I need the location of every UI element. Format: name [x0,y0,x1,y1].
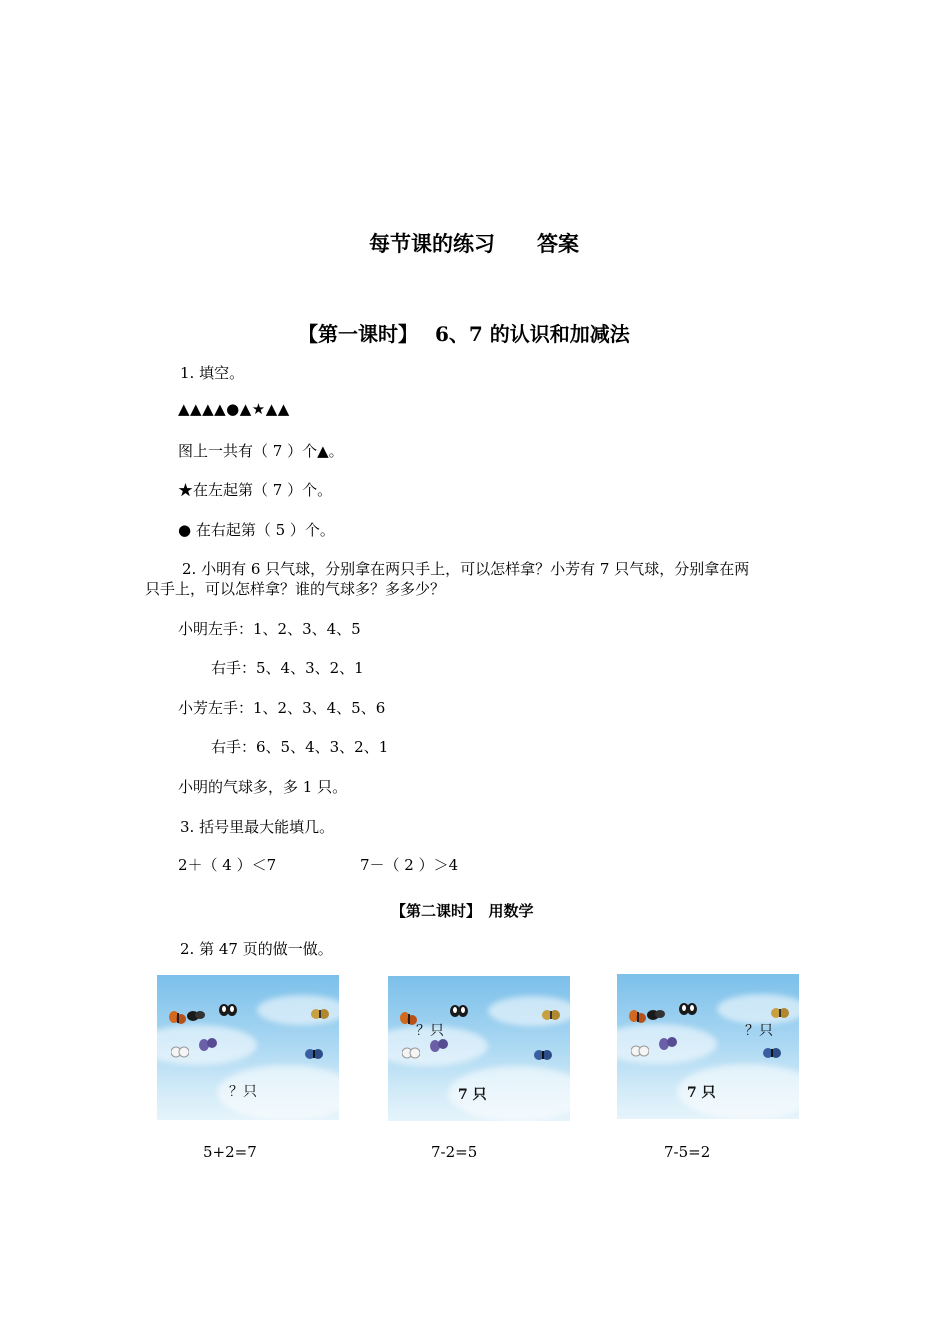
equation-1: 5+2=7 [203,1143,257,1161]
lesson2-heading: 【第二课时】 用数学 [391,902,534,920]
butterfly-icon [402,1046,420,1060]
butterfly-icon [450,1004,468,1018]
butterfly-picture-3 [617,974,799,1119]
q2-label-line1: 2. 小明有 6 只气球，分别拿在两只手上，可以怎样拿？小芳有 7 只气球，分别拿在两 [182,560,750,578]
q1-shapes: ▲▲▲▲●▲★▲▲ [178,400,290,418]
fang-right: 右手：6、5、4、3、2、1 [211,738,389,756]
butterfly-picture-2 [388,976,570,1121]
butterfly-icon [763,1046,781,1060]
q1-line2: ★在左起第（ 7 ）个。 [178,481,333,499]
butterfly-picture-1 [157,975,339,1120]
butterfly-icon [171,1045,189,1059]
butterfly-icon [679,1002,697,1016]
q3-expr1: 2＋（ 4 ）＜7 [178,856,277,874]
butterfly-icon [659,1036,677,1050]
lesson2-q2-label: 2. 第 47 页的做一做。 [180,940,333,958]
equation-2: 7-2=5 [431,1143,478,1161]
q2-conclusion: 小明的气球多，多 1 只。 [178,778,348,796]
butterfly-icon [187,1009,205,1023]
q2-label-line2: 只手上，可以怎样拿？谁的气球多？多多少？ [145,580,446,598]
butterfly-icon [647,1008,665,1022]
butterfly-icon [169,1011,187,1025]
page-title: 每节课的练习 答案 [369,231,579,256]
picture-label-unknown: ？只 [745,1023,773,1039]
butterfly-icon [199,1037,217,1051]
q3-expr2: 7－（ 2 ）＞4 [360,856,459,874]
q3-label: 3. 括号里最大能填几。 [180,818,335,836]
picture-label-total: 7 只 [458,1087,487,1103]
butterfly-icon [534,1048,552,1062]
picture-label: ？只 [229,1084,257,1100]
butterfly-icon [629,1010,647,1024]
picture-label-unknown: ？只 [416,1023,444,1039]
butterfly-icon [305,1047,323,1061]
lesson1-heading: 【第一课时】 6、7 的认识和加减法 [298,322,630,346]
butterfly-icon [771,1006,789,1020]
q1-line3: ● 在右起第（ 5 ）个。 [178,521,335,539]
butterfly-icon [430,1038,448,1052]
picture-label-total: 7 只 [687,1085,716,1101]
butterfly-icon [311,1007,329,1021]
fang-left: 小芳左手：1、2、3、4、5、6 [178,699,386,717]
ming-left: 小明左手：1、2、3、4、5 [178,620,361,638]
butterfly-icon [542,1008,560,1022]
ming-right: 右手：5、4、3、2、1 [211,659,364,677]
butterfly-icon [631,1044,649,1058]
equation-3: 7-5=2 [664,1143,711,1161]
q1-line1: 图上一共有（ 7 ）个▲。 [178,442,344,460]
q1-label: 1. 填空。 [180,364,245,382]
butterfly-icon [219,1003,237,1017]
